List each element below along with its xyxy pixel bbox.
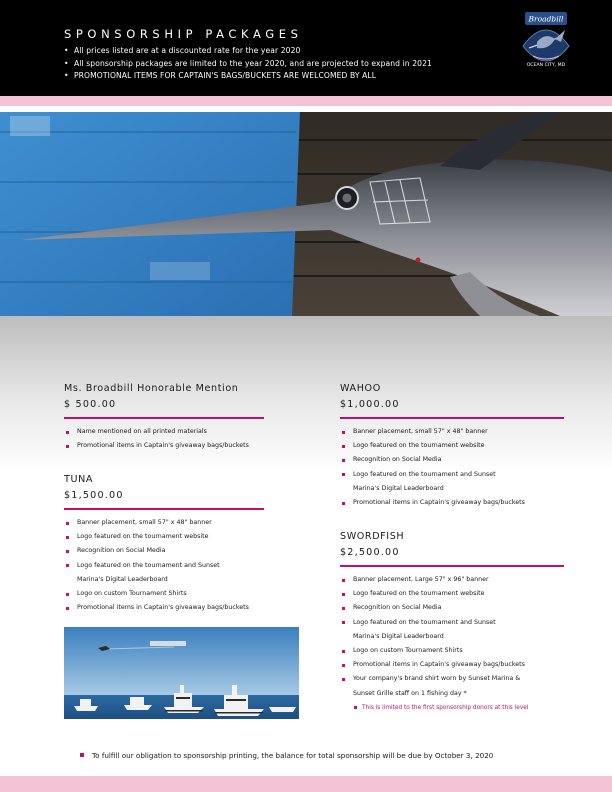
package-tuna bbox=[64, 474, 264, 615]
payment-due-note: To fulfill our obligation to sponsorship printing, the balance for total sponsorship will be due by October 3, 2020 bbox=[80, 751, 493, 760]
feature-list bbox=[340, 573, 564, 701]
list-item: Recognition on Social Media bbox=[64, 544, 264, 558]
list-item: Logo on custom Tournament Shirts bbox=[64, 587, 264, 601]
list-item: Banner placement, small 57" x 48" banner bbox=[64, 516, 264, 530]
swordfish-photo bbox=[0, 112, 612, 316]
bullet-icon bbox=[66, 564, 69, 567]
list-item: Promotional items in Captain's giveaway bags/buckets bbox=[64, 601, 264, 615]
bullet-icon bbox=[66, 593, 69, 596]
divider-rule bbox=[64, 417, 264, 419]
page-title: SPONSORSHIP PACKAGES bbox=[64, 27, 303, 41]
header-banner bbox=[0, 0, 612, 96]
list-item: Logo featured on the tournament website bbox=[340, 587, 564, 601]
divider-rule bbox=[340, 565, 564, 567]
svg-text:Broadbill: Broadbill bbox=[528, 14, 564, 24]
bullet-icon bbox=[66, 445, 69, 448]
header-bullet-list bbox=[64, 45, 432, 83]
bullet-icon bbox=[80, 753, 84, 757]
bullet-icon bbox=[342, 459, 345, 462]
bullet-icon bbox=[66, 607, 69, 610]
bullet-icon bbox=[342, 650, 345, 653]
svg-text:OCEAN CITY, MD: OCEAN CITY, MD bbox=[526, 63, 566, 68]
bullet-icon bbox=[66, 431, 69, 434]
divider-rule bbox=[340, 417, 564, 419]
list-item: Banner placement, small 57" x 48" banner bbox=[340, 425, 564, 439]
package-price: $ 500.00 bbox=[64, 399, 117, 410]
package-name: SWORDFISH bbox=[340, 531, 405, 542]
package-name: Ms. Broadbill Honorable Mention bbox=[64, 383, 239, 394]
bullet-icon bbox=[342, 445, 345, 448]
package-name: TUNA bbox=[64, 474, 94, 485]
bullet-icon bbox=[342, 621, 345, 624]
header-bullet: • PROMOTIONAL ITEMS FOR CAPTAIN'S BAGS/BUCKETS ARE WELCOMED BY ALL bbox=[64, 71, 377, 80]
package-wahoo bbox=[340, 383, 564, 510]
bullet-icon bbox=[66, 522, 69, 525]
bullet-icon bbox=[342, 678, 345, 681]
list-item: Banner placement, Large 57" x 96" banner bbox=[340, 573, 564, 587]
header-bullet: • All prices listed are at a discounted rate for the year 2020 bbox=[64, 46, 301, 55]
package-price: $1,000.00 bbox=[340, 399, 400, 410]
list-item: Logo featured on the tournament and Sunset bbox=[64, 559, 264, 573]
list-item: Logo featured on the tournament and Sunset bbox=[340, 468, 564, 482]
bullet-icon bbox=[342, 607, 345, 610]
limited-note: This is limited to the first sponsorship donors at this level bbox=[340, 701, 564, 715]
list-item: Your company's brand shirt worn by Sunset Marina & bbox=[340, 672, 564, 686]
list-item-continuation: Marina's Digital Leaderboard bbox=[77, 575, 168, 583]
bullet-icon bbox=[66, 536, 69, 539]
list-item: Recognition on Social Media bbox=[340, 453, 564, 467]
boats-photo bbox=[64, 627, 299, 719]
bullet-icon bbox=[342, 473, 345, 476]
bullet-icon bbox=[66, 550, 69, 553]
package-price: $2,500.00 bbox=[340, 547, 400, 558]
list-item: Recognition on Social Media bbox=[340, 601, 564, 615]
bullet-icon bbox=[342, 502, 345, 505]
bullet-icon bbox=[342, 431, 345, 434]
package-name: WAHOO bbox=[340, 383, 381, 394]
bullet-icon bbox=[342, 579, 345, 582]
feature-list bbox=[340, 425, 564, 510]
list-item-continuation: Marina's Digital Leaderboard bbox=[353, 484, 444, 492]
list-item: Logo on custom Tournament Shirts bbox=[340, 644, 564, 658]
header-bullet: • All sponsorship packages are limited to the year 2020, and are projected to expand in 2021 bbox=[64, 58, 432, 68]
package-price: $1,500.00 bbox=[64, 490, 124, 501]
list-item-continuation: Marina's Digital Leaderboard bbox=[353, 632, 444, 640]
list-item: Promotional items in Captain's giveaway bags/buckets bbox=[64, 439, 264, 453]
feature-list bbox=[64, 516, 264, 615]
list-item: Logo featured on the tournament website bbox=[340, 439, 564, 453]
package-swordfish bbox=[340, 531, 564, 715]
list-item-continuation: Sunset Grille staff on 1 fishing day * bbox=[353, 689, 467, 697]
list-item: Logo featured on the tournament website bbox=[64, 530, 264, 544]
list-item: Name mentioned on all printed materials bbox=[64, 425, 264, 439]
bullet-icon bbox=[342, 593, 345, 596]
bullet-icon bbox=[342, 664, 345, 667]
feature-list bbox=[64, 425, 264, 453]
pink-footer-band bbox=[0, 776, 612, 792]
list-item: Promotional items in Captain's giveaway bags/buckets bbox=[340, 658, 564, 672]
tournament-logo bbox=[515, 6, 577, 82]
divider-rule bbox=[64, 508, 264, 510]
package-honorable-mention bbox=[64, 383, 264, 453]
list-item: Promotional items in Captain's giveaway bags/buckets bbox=[340, 496, 564, 510]
list-item: Logo featured on the tournament and Sunset bbox=[340, 616, 564, 630]
pink-divider-band bbox=[0, 96, 612, 106]
bullet-icon bbox=[354, 706, 357, 709]
